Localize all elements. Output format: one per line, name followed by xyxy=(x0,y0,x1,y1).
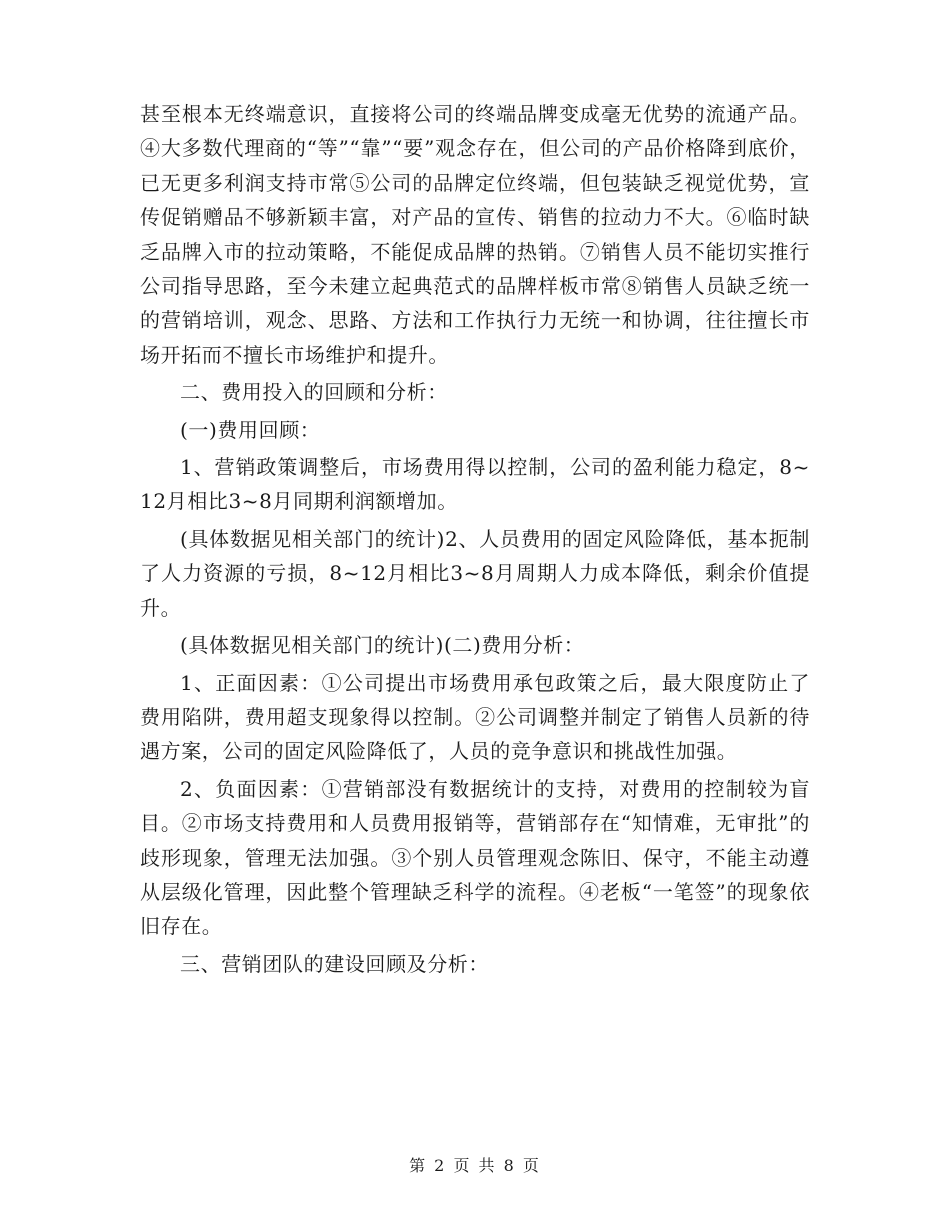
paragraph-expense-item-2: (具体数据见相关部门的统计)2、人员费用的固定风险降低，基本扼制了人力资源的亏损，8~12月相比3~8月周期人力成本降低，剩余价值提升。 xyxy=(140,526,810,620)
paragraph-negative-factors: 2、负面因素：①营销部没有数据统计的支持，对费用的控制较为盲目。②市场支持费用和人员费用报销等，营销部存在“知情难，无审批”的歧形现象，管理无法加强。③个别人员管理观念陈旧、保守，不能主动遵从层级化管理，因此整个管理缺乏科学的流程。④老板“一笔签”的现象依旧存在。 xyxy=(140,776,810,939)
paragraph-positive-factors: 1、正面因素：①公司提出市场费用承包政策之后，最大限度防止了费用陷阱，费用超支现象得以控制。②公司调整并制定了销售人员新的待遇方案，公司的固定风险降低了，人员的竞争意识和挑战性加强。 xyxy=(140,670,810,764)
paragraph-continuation: 甚至根本无终端意识，直接将公司的终端品牌变成毫无优势的流通产品。④大多数代理商的“等”“靠”“要”观念存在，但公司的产品价格降到底价，已无更多利润支持市常⑤公司的品牌定位终端，但包装缺乏视觉优势，宣传促销赠品不够新颖丰富，对产品的宣传、销售的拉动力不大。⑥临时缺乏品牌入市的拉动策略，不能促成品牌的热销。⑦销售人员不能切实推行公司指导思路，至今未建立起典范式的品牌样板市常⑧销售人员缺乏统一的营销培训，观念、思路、方法和工作执行力无统一和协调，往往擅长市场开拓而不擅长市场维护和提升。 xyxy=(140,102,810,367)
paragraph-expense-item-1: 1、营销政策调整后，市场费用得以控制，公司的盈利能力稳定，8~12月相比3~8月同期利润额增加。 xyxy=(140,455,810,514)
document-body xyxy=(140,97,810,984)
subheading-expense-review: (一)费用回顾： xyxy=(180,417,321,442)
paragraph-expense-analysis: (具体数据见相关部门的统计)(二)费用分析： xyxy=(180,633,585,658)
section-heading-team: 三、营销团队的建设回顾及分析： xyxy=(180,951,489,976)
section-heading-expenses: 二、费用投入的回顾和分析： xyxy=(180,380,448,405)
page-number-footer: 第 2 页 共 8 页 xyxy=(409,1156,541,1175)
